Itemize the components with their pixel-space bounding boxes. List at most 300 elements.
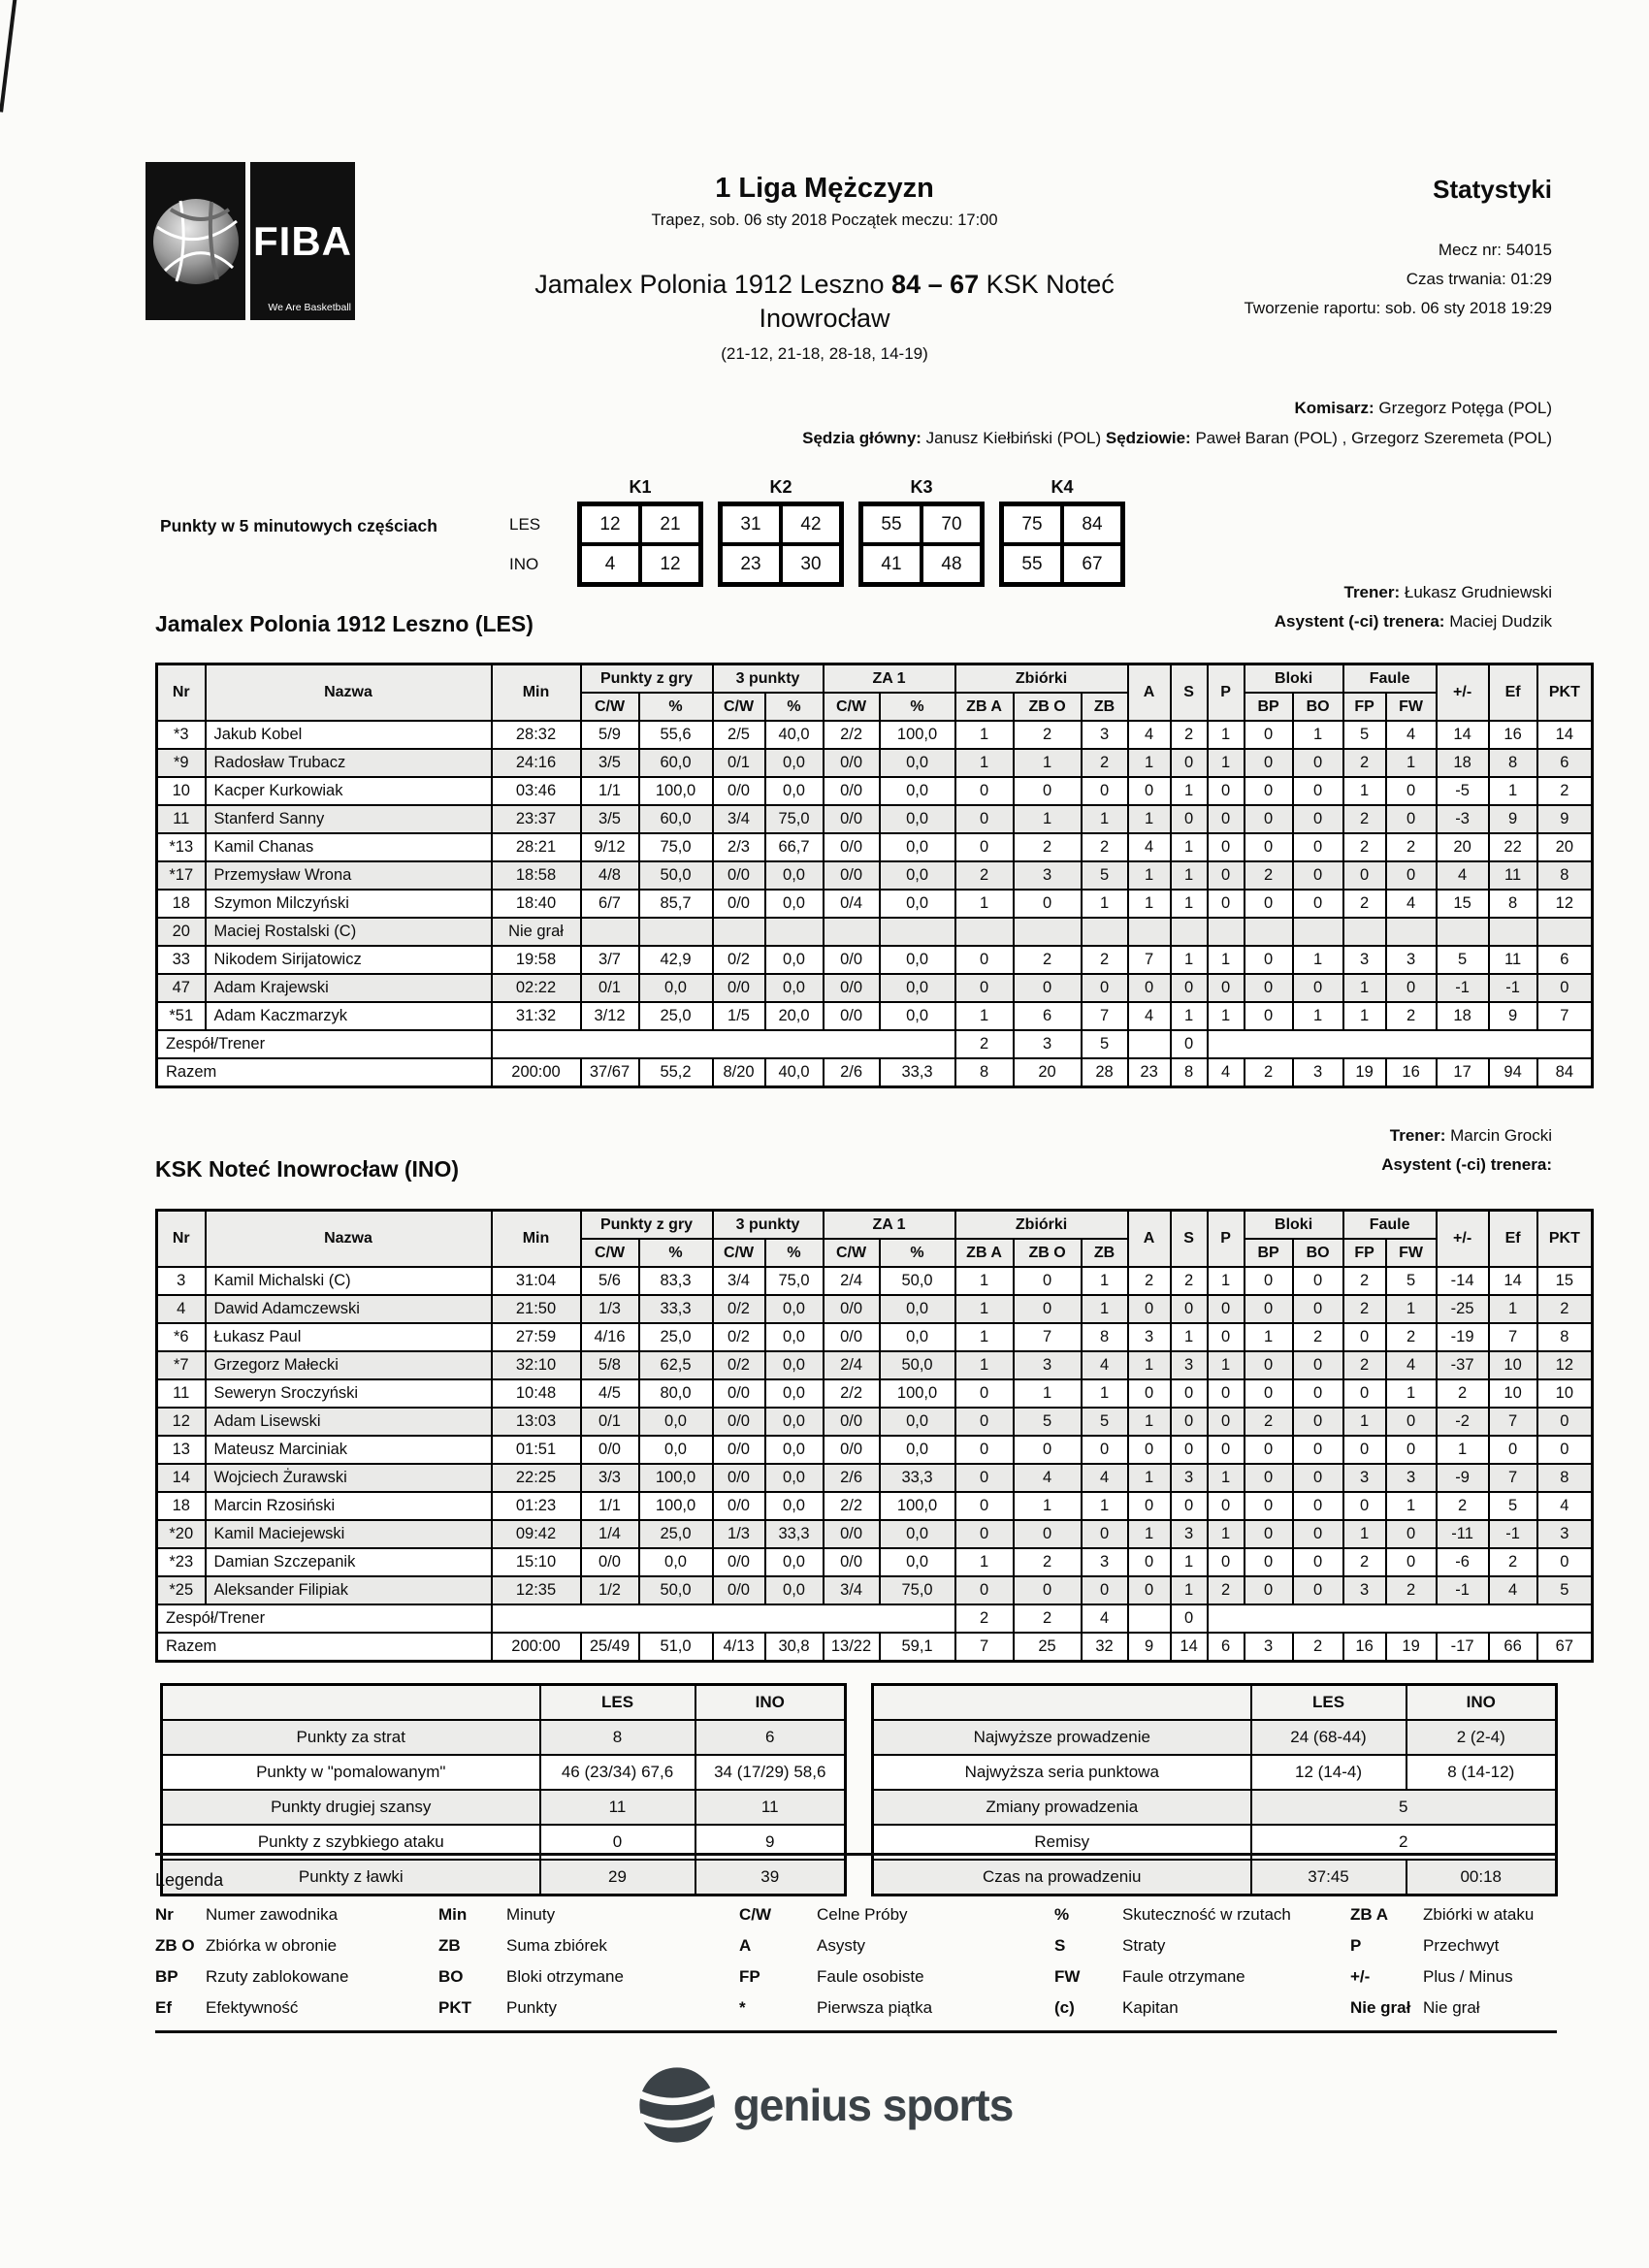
total-stat-cell: 16 <box>1343 1633 1386 1662</box>
player-row <box>157 946 1593 974</box>
stat-cell: 0,0 <box>880 1436 955 1464</box>
stat-cell <box>1128 1604 1171 1633</box>
stat-cell: 7 <box>1537 1002 1593 1030</box>
stat-cell: 4 <box>1082 1604 1128 1633</box>
player-row <box>157 1492 1593 1520</box>
stat-cell: 1 <box>1128 1464 1171 1492</box>
stat-cell: 1 <box>1245 1323 1293 1351</box>
basketball-icon <box>151 178 241 305</box>
stat-cell: 1 <box>1343 777 1386 805</box>
stat-cell: 0 <box>955 777 1014 805</box>
stat-cell: 0 <box>1171 1408 1208 1436</box>
stat-cell: 1 <box>1489 1295 1537 1323</box>
stat-cell: 10 <box>1489 1351 1537 1379</box>
stat-cell: 5/8 <box>581 1351 639 1379</box>
stat-cell: 0,0 <box>639 1436 713 1464</box>
stat-cell: 0,0 <box>880 1323 955 1351</box>
column-subheader: FW <box>1386 1239 1437 1267</box>
stat-cell: 1 <box>1208 946 1245 974</box>
stat-cell: 0/0 <box>713 1548 765 1576</box>
stat-cell: 3 <box>1128 1323 1171 1351</box>
stat-cell: 3/4 <box>824 1576 880 1604</box>
stat-cell: 0 <box>1293 890 1343 918</box>
stat-cell: 2 <box>1343 805 1386 833</box>
player-row <box>157 1576 1593 1604</box>
stat-cell: 0,0 <box>880 1548 955 1576</box>
summary-label: Punkty za strat <box>162 1720 540 1755</box>
stat-cell: 1 <box>1386 1492 1437 1520</box>
stat-cell: 100,0 <box>880 1379 955 1408</box>
stat-cell: 1 <box>1386 749 1437 777</box>
total-stat-cell: 7 <box>955 1633 1014 1662</box>
summary-column-header <box>162 1685 540 1721</box>
stat-cell: 0,0 <box>765 777 824 805</box>
stat-cell: 0/0 <box>713 1408 765 1436</box>
stat-cell: 19:58 <box>492 946 581 974</box>
stat-cell: 1/2 <box>581 1576 639 1604</box>
total-stat-cell: 200:00 <box>492 1058 581 1087</box>
stat-cell: 2 <box>1014 833 1082 861</box>
stat-cell: 22:25 <box>492 1464 581 1492</box>
separator-line-bottom <box>155 2030 1557 2033</box>
stat-cell: 1 <box>1171 890 1208 918</box>
stat-cell: 3 <box>1082 1548 1128 1576</box>
stat-cell: 5/9 <box>581 721 639 749</box>
player-name-cell: Mateusz Marciniak <box>206 1436 492 1464</box>
stat-cell: 2 <box>1171 721 1208 749</box>
stat-cell: 0,0 <box>880 861 955 890</box>
stat-cell: 0 <box>1208 861 1245 890</box>
stat-cell <box>1537 918 1593 946</box>
stat-cell: 0 <box>1128 777 1171 805</box>
legend-abbr: +/- <box>1350 1967 1371 1986</box>
stat-cell: 0,0 <box>880 749 955 777</box>
stat-cell: 2 <box>1343 1267 1386 1295</box>
stat-cell: 0,0 <box>765 974 824 1002</box>
stat-cell: 1 <box>1082 805 1128 833</box>
column-header: Faule <box>1343 1211 1437 1240</box>
stat-cell: 15 <box>1437 890 1489 918</box>
total-stat-cell: 4/13 <box>713 1633 765 1662</box>
stat-cell: 0 <box>1208 833 1245 861</box>
stat-cell: 1 <box>1014 1492 1082 1520</box>
stat-cell: 20,0 <box>765 1002 824 1030</box>
stat-cell: 0 <box>1128 1548 1171 1576</box>
stat-cell: 0/0 <box>713 1436 765 1464</box>
stat-cell: 4 <box>1489 1576 1537 1604</box>
legend-desc: Kapitan <box>1122 1998 1179 2017</box>
summary-span-value: 2 <box>1251 1825 1557 1860</box>
stat-cell: 0 <box>1014 974 1082 1002</box>
stat-cell: 0,0 <box>765 1576 824 1604</box>
column-subheader: ZB <box>1082 693 1128 721</box>
stat-cell: 1 <box>955 1323 1014 1351</box>
quarter-score-box <box>999 502 1125 587</box>
column-header: Zbiórki <box>955 664 1128 694</box>
stat-cell: 0 <box>1343 1379 1386 1408</box>
stat-cell: 4/16 <box>581 1323 639 1351</box>
stat-cell: 0,0 <box>765 1548 824 1576</box>
stat-cell: 1/3 <box>713 1520 765 1548</box>
stat-cell: 0 <box>955 1492 1014 1520</box>
stat-cell: 1 <box>1343 1408 1386 1436</box>
total-stat-cell: 14 <box>1171 1633 1208 1662</box>
stat-cell: 14 <box>1437 721 1489 749</box>
stat-cell: 60,0 <box>639 749 713 777</box>
player-number-cell: 3 <box>157 1267 206 1295</box>
stat-cell: 3 <box>1014 1351 1082 1379</box>
player-name-cell: Wojciech Żurawski <box>206 1464 492 1492</box>
home-assistant-name: Maciej Dudzik <box>1449 611 1552 631</box>
stat-cell: 100,0 <box>880 1492 955 1520</box>
column-subheader: ZB <box>1082 1239 1128 1267</box>
summary-les-value: 29 <box>540 1860 695 1895</box>
home-coach-line <box>873 578 1552 607</box>
stat-cell: 1 <box>1128 890 1171 918</box>
stat-cell: 0 <box>1208 1323 1245 1351</box>
stat-cell: 2 <box>1343 1351 1386 1379</box>
player-row <box>157 805 1593 833</box>
stat-cell: 1 <box>1489 777 1537 805</box>
empty-span-cell <box>492 1030 955 1058</box>
stat-cell: 2 <box>1245 1408 1293 1436</box>
legend-desc: Bloki otrzymane <box>506 1967 624 1986</box>
stat-cell: 2 <box>1437 1492 1489 1520</box>
quarter-score-cell: 55 <box>1002 544 1062 584</box>
stat-cell: 0/0 <box>824 1002 880 1030</box>
stat-cell <box>581 918 639 946</box>
column-subheader: C/W <box>581 1239 639 1267</box>
stat-cell: 7 <box>1489 1323 1537 1351</box>
stat-cell: 0 <box>1171 805 1208 833</box>
total-stat-cell: 55,2 <box>639 1058 713 1087</box>
column-header: Punkty z gry <box>581 1211 713 1240</box>
stat-cell <box>955 918 1014 946</box>
summary-row <box>162 1755 846 1790</box>
stat-cell: 1/1 <box>581 1492 639 1520</box>
column-header: ZA 1 <box>824 664 955 694</box>
stat-cell: 7 <box>1489 1464 1537 1492</box>
stat-cell: 1 <box>1208 1351 1245 1379</box>
stat-cell: 66,7 <box>765 833 824 861</box>
stat-cell: 3 <box>1386 1464 1437 1492</box>
stat-cell: 0/2 <box>713 1323 765 1351</box>
match-number: Mecz nr: 54015 <box>1438 241 1552 259</box>
summary-ino-value: 39 <box>695 1860 846 1895</box>
player-row <box>157 974 1593 1002</box>
stat-cell: 0,0 <box>765 861 824 890</box>
quarter-score-cell: 84 <box>1062 504 1122 544</box>
stat-cell: 1 <box>1171 1576 1208 1604</box>
column-subheader: % <box>880 693 955 721</box>
legend-abbr: ZB A <box>1350 1905 1389 1924</box>
stat-cell: 1 <box>1343 1002 1386 1030</box>
player-name-cell: Szymon Milczyński <box>206 890 492 918</box>
column-header: P <box>1208 1211 1245 1268</box>
player-number-cell: 11 <box>157 1379 206 1408</box>
stat-cell: 1 <box>1171 833 1208 861</box>
player-name-cell: Jakub Kobel <box>206 721 492 749</box>
player-row <box>157 1267 1593 1295</box>
stat-cell: 0 <box>1171 749 1208 777</box>
summary-les-value: 12 (14-4) <box>1251 1755 1406 1790</box>
legend-abbr: BP <box>155 1967 178 1986</box>
column-header: S <box>1171 1211 1208 1268</box>
fiba-tagline: We Are Basketball <box>268 302 351 313</box>
empty-span-cell <box>492 1604 955 1633</box>
player-row <box>157 1436 1593 1464</box>
summary-column-header: LES <box>1251 1685 1406 1721</box>
stat-cell: 0 <box>1245 1002 1293 1030</box>
stat-cell: 6 <box>1014 1002 1082 1030</box>
player-number-cell: 10 <box>157 777 206 805</box>
stat-cell: 0,0 <box>880 777 955 805</box>
stat-cell: 0 <box>1208 890 1245 918</box>
total-stat-cell: 3 <box>1245 1633 1293 1662</box>
column-header: Nazwa <box>206 664 492 722</box>
stat-cell: -14 <box>1437 1267 1489 1295</box>
home-box-score <box>155 663 1580 1088</box>
quarter-score-box <box>577 502 703 587</box>
stat-cell: 5 <box>1537 1576 1593 1604</box>
away-coach-label: Trener: <box>1389 1126 1446 1145</box>
stat-cell: 20 <box>1537 833 1593 861</box>
stat-cell: 0 <box>1208 1379 1245 1408</box>
stat-cell: 0 <box>1537 1548 1593 1576</box>
stat-cell: 2/2 <box>824 721 880 749</box>
legend-desc: Zbiórka w obronie <box>206 1936 338 1955</box>
total-stat-cell: 2 <box>1245 1058 1293 1087</box>
stat-cell <box>713 918 765 946</box>
stat-cell: 0 <box>1014 1295 1082 1323</box>
column-header: Min <box>492 664 581 722</box>
header-right <box>1048 175 1552 322</box>
column-subheader: % <box>765 1239 824 1267</box>
stat-cell: 1 <box>1208 1002 1245 1030</box>
summary-ino-value: 8 (14-12) <box>1406 1755 1557 1790</box>
column-subheader: C/W <box>713 693 765 721</box>
stat-cell: 4/5 <box>581 1379 639 1408</box>
legend-desc: Celne Próby <box>817 1905 908 1924</box>
stat-cell: 10 <box>1537 1379 1593 1408</box>
stat-cell: 0 <box>1245 1267 1293 1295</box>
stat-cell: 32:10 <box>492 1351 581 1379</box>
stat-cell: 0 <box>1537 974 1593 1002</box>
player-row <box>157 1351 1593 1379</box>
stat-cell: 2 <box>955 861 1014 890</box>
player-name-cell: Adam Kaczmarzyk <box>206 1002 492 1030</box>
stat-cell: 2 <box>1128 1267 1171 1295</box>
stat-cell: 1 <box>1386 1295 1437 1323</box>
total-stat-cell: 25 <box>1014 1633 1082 1662</box>
stat-cell: 8 <box>1082 1323 1128 1351</box>
stat-cell: 7 <box>1014 1323 1082 1351</box>
column-subheader: FP <box>1343 693 1386 721</box>
legend-desc: Rzuty zablokowane <box>206 1967 349 1986</box>
stat-cell: 0 <box>1245 1436 1293 1464</box>
stat-cell: 4 <box>1537 1492 1593 1520</box>
stat-cell: 4 <box>1082 1464 1128 1492</box>
player-name-cell: Maciej Rostalski (C) <box>206 918 492 946</box>
legend-abbr: A <box>739 1936 752 1955</box>
column-subheader: FW <box>1386 693 1437 721</box>
stat-cell: 0/0 <box>581 1436 639 1464</box>
stat-cell: 0,0 <box>765 749 824 777</box>
away-assistant-label: Asystent (-ci) trenera: <box>1381 1154 1552 1174</box>
stat-cell: 2 <box>1537 1295 1593 1323</box>
stat-cell: 0 <box>1343 861 1386 890</box>
stat-cell: 0,0 <box>880 974 955 1002</box>
stat-cell: 3 <box>1171 1351 1208 1379</box>
summary-ino-value: 34 (17/29) 58,6 <box>695 1755 846 1790</box>
stat-cell: 0 <box>1171 1295 1208 1323</box>
stat-cell: 0 <box>1293 1295 1343 1323</box>
legend-desc: Minuty <box>506 1905 556 1924</box>
stat-cell: 5 <box>1343 721 1386 749</box>
stat-cell: 2 <box>1343 833 1386 861</box>
home-assistant-label: Asystent (-ci) trenera: <box>1274 611 1445 631</box>
stat-cell: 3 <box>1014 1030 1082 1058</box>
stat-cell: 0,0 <box>880 833 955 861</box>
column-subheader: C/W <box>713 1239 765 1267</box>
summary-column-header: INO <box>1406 1685 1557 1721</box>
stat-cell: 2 <box>1293 1323 1343 1351</box>
stat-cell: 75,0 <box>765 1267 824 1295</box>
summary-label: Punkty z ławki <box>162 1860 540 1895</box>
stat-cell: 0/0 <box>824 1548 880 1576</box>
quarter-score-cell: 75 <box>1002 504 1062 544</box>
column-subheader: BO <box>1293 1239 1343 1267</box>
quarter-boxes <box>563 477 1125 587</box>
total-stat-cell: 19 <box>1343 1058 1386 1087</box>
stat-cell: 2 <box>1489 1548 1537 1576</box>
points-summary-table <box>160 1683 847 1896</box>
stat-cell: 0/1 <box>581 974 639 1002</box>
quarter-column <box>718 477 844 587</box>
stat-cell: 1 <box>1343 1520 1386 1548</box>
player-name-cell: Seweryn Sroczyński <box>206 1379 492 1408</box>
stat-cell: 1 <box>1293 946 1343 974</box>
stat-cell: 1 <box>1014 749 1082 777</box>
stat-cell: 0,0 <box>765 1436 824 1464</box>
stat-cell: 0/0 <box>713 1576 765 1604</box>
stat-cell: 3 <box>1014 861 1082 890</box>
stat-cell: 0/1 <box>713 749 765 777</box>
stat-cell: 13:03 <box>492 1408 581 1436</box>
stat-cell: 0/0 <box>713 1492 765 1520</box>
totals-row <box>157 1058 1593 1087</box>
stat-cell: 0 <box>1128 1576 1171 1604</box>
stat-cell: 0 <box>1293 1436 1343 1464</box>
stat-cell: 5 <box>1082 861 1128 890</box>
stat-cell: 0 <box>1171 1030 1208 1058</box>
stat-cell: 3/12 <box>581 1002 639 1030</box>
stat-cell: 0/0 <box>713 1379 765 1408</box>
stat-cell: 0 <box>1245 890 1293 918</box>
stat-cell: 18 <box>1437 749 1489 777</box>
stat-cell: 1 <box>955 721 1014 749</box>
stat-cell: 31:04 <box>492 1267 581 1295</box>
total-stat-cell: 33,3 <box>880 1058 955 1087</box>
leads-summary-table <box>871 1683 1558 1896</box>
stat-cell: 23:37 <box>492 805 581 833</box>
stat-cell: 0 <box>1014 1267 1082 1295</box>
stat-cell: 0/1 <box>581 1408 639 1436</box>
quarter-period-label: K4 <box>1051 477 1074 497</box>
stat-cell: 1 <box>1171 861 1208 890</box>
summary-ino-value: 00:18 <box>1406 1860 1557 1895</box>
stat-cell: 0/0 <box>824 1408 880 1436</box>
separator-line <box>155 1853 1557 1856</box>
stat-cell: 03:46 <box>492 777 581 805</box>
total-stat-cell: 84 <box>1537 1058 1593 1087</box>
stat-cell: 2/6 <box>824 1464 880 1492</box>
total-stat-cell: 6 <box>1208 1633 1245 1662</box>
stat-cell: 0/0 <box>824 974 880 1002</box>
total-stat-cell: 51,0 <box>639 1633 713 1662</box>
player-row <box>157 1379 1593 1408</box>
summary-row <box>873 1790 1557 1825</box>
stat-cell <box>1293 918 1343 946</box>
player-name-cell: Kamil Michalski (C) <box>206 1267 492 1295</box>
legend-section <box>155 1870 1557 2023</box>
stat-cell <box>639 918 713 946</box>
column-subheader: C/W <box>824 1239 880 1267</box>
stat-cell: 0 <box>1245 1295 1293 1323</box>
column-header: ZA 1 <box>824 1211 955 1240</box>
stat-cell: 18:40 <box>492 890 581 918</box>
quarter-period-label: K3 <box>910 477 933 497</box>
final-score: 84 – 67 <box>891 270 980 299</box>
stat-cell: 0/0 <box>824 1520 880 1548</box>
stat-cell: 0 <box>1128 1492 1171 1520</box>
column-header: +/- <box>1437 664 1489 722</box>
total-stat-cell: 94 <box>1489 1058 1537 1087</box>
box-score-table <box>155 663 1594 1088</box>
column-subheader: % <box>639 1239 713 1267</box>
stat-cell: 0,0 <box>765 1323 824 1351</box>
referees-line <box>679 424 1552 454</box>
legend-title: Legenda <box>155 1870 224 1890</box>
player-row <box>157 1464 1593 1492</box>
stat-cell: 0,0 <box>880 1295 955 1323</box>
stat-cell: 100,0 <box>639 1464 713 1492</box>
stat-cell: 0 <box>1082 1520 1128 1548</box>
stat-cell: 1 <box>1171 1323 1208 1351</box>
stat-cell: 1 <box>1171 777 1208 805</box>
stat-cell: 0 <box>1208 1408 1245 1436</box>
stat-cell: 0 <box>1386 1548 1437 1576</box>
stat-cell: 0 <box>1293 749 1343 777</box>
stat-cell: 62,5 <box>639 1351 713 1379</box>
stat-cell: 3 <box>1171 1520 1208 1548</box>
stat-cell: 3/5 <box>581 805 639 833</box>
stat-cell: 0 <box>1245 974 1293 1002</box>
stat-cell: 0 <box>1128 974 1171 1002</box>
column-subheader: ZB O <box>1014 1239 1082 1267</box>
player-number-cell: 18 <box>157 1492 206 1520</box>
stat-cell: 0 <box>1386 1520 1437 1548</box>
legend-desc: Pierwsza piątka <box>817 1998 933 2017</box>
column-subheader: FP <box>1343 1239 1386 1267</box>
quarter-score-cell: 67 <box>1062 544 1122 584</box>
total-stat-cell: 19 <box>1386 1633 1437 1662</box>
away-coach-line <box>873 1121 1552 1150</box>
column-header: Nr <box>157 664 206 722</box>
stat-cell: 4 <box>1437 861 1489 890</box>
stat-cell: 2/2 <box>824 1492 880 1520</box>
stat-cell: 28:32 <box>492 721 581 749</box>
